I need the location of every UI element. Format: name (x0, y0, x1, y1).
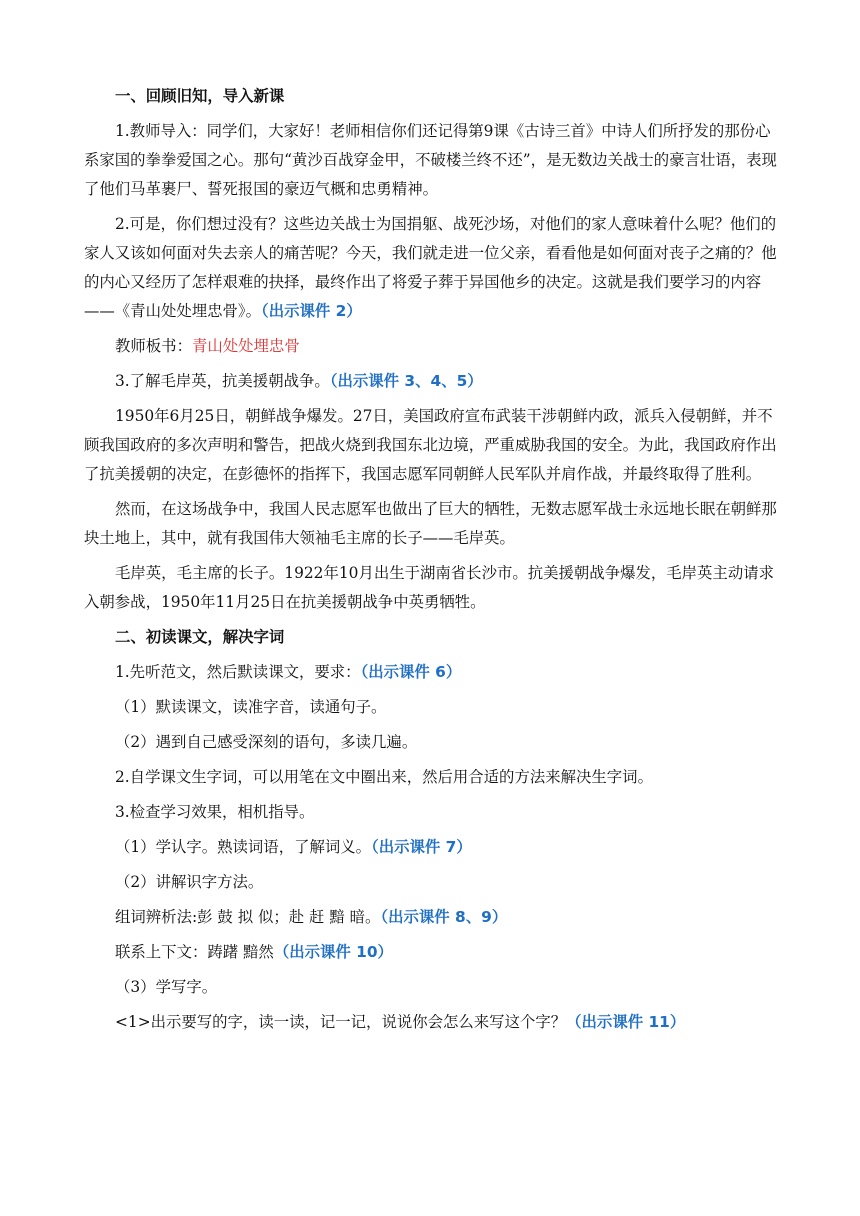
item-read-silently: （1）默读课文，读准字音，读通句子。 (115, 698, 387, 716)
item-methods: （2）讲解识字方法。 (115, 873, 264, 891)
paragraph-sacrifice: 然而，在这场战争中，我国人民志愿军也做出了巨大的牺牲，无数志愿军战士永远地长眠在朝鲜那块土地上，其中，就有我国伟大领袖毛主席的长子——毛岸英。 (84, 500, 777, 547)
paragraph-maoanying: 毛岸英，毛主席的长子。1922年10月出生于湖南省长沙市。抗美援朝战争爆发，毛岸英主动请求入朝参战，1950年11月25日在抗美援朝战争中英勇牺牲。 (84, 564, 774, 611)
item-show-characters-text: <1>出示要写的字，读一读，记一记，说说你会怎么来写这个字？ (115, 1013, 567, 1031)
item-reread: （2）遇到自己感受深刻的语句，多读几遍。 (115, 733, 418, 751)
item-check: 3.检查学习效果，相机指导。 (115, 803, 315, 821)
item-word-analysis-text: 组词辨析法:彭 鼓 拟 似；赴 赶 黯 暗。 (115, 908, 381, 926)
courseware-cue-3-5: （出示课件 3、4、5） (329, 372, 483, 390)
paragraph-question (84, 210, 784, 326)
courseware-cue-8-9: （出示课件 8、9） (380, 908, 508, 926)
courseware-cue-11: （出示课件 11） (566, 1013, 686, 1031)
lesson-plan-content (84, 82, 784, 1043)
section-heading-reading: 二、初读课文，解决字词 (115, 628, 285, 646)
paragraph-question-text: 2.可是，你们想过没有？这些边关战士为国捐躯、战死沙场，对他们的家人意味着什么呢？他们的家人又该如何面对失去亲人的痛苦呢？今天，我们就走进一位父亲，看看他是如何面对丧子之痛的？他的内心又经历了怎样艰难的抉择，最终作出了将爱子葬于异国他乡的决定。这就是我们要学习的内容——《青山处处埋忠骨》。 (84, 215, 777, 320)
blackboard-line (84, 332, 784, 361)
paragraph-history: 1950年6月25日，朝鲜战争爆发。27日，美国政府宣布武装干涉朝鲜内政，派兵入侵朝鲜，并不顾我国政府的多次声明和警告，把战火烧到我国东北边境，严重威胁我国的安全。为此，我国政府作出了抗美援朝的决定，在彭德怀的指挥下，我国志愿军同朝鲜人民军队并肩作战，并最终取得了胜利。 (84, 407, 777, 483)
item-writing: （3）学写字。 (115, 978, 218, 996)
item-context-text: 联系上下文：踌躇 黯然 (115, 943, 274, 961)
blackboard-label: 教师板书： (115, 337, 192, 355)
blackboard-title: 青山处处埋忠骨 (191, 337, 300, 355)
item-word-analysis (84, 903, 784, 932)
item-self-study: 2.自学课文生字词，可以用笔在文中圈出来，然后用合适的方法来解决生字词。 (115, 768, 653, 786)
item-recognize-text: （1）学认字。熟读词语，了解词义。 (115, 838, 372, 856)
paragraph-understand (84, 367, 784, 396)
courseware-cue-6: （出示课件 6） (360, 663, 462, 681)
item-listen-text: 1.先听范文，然后默读课文，要求： (115, 663, 361, 681)
paragraph-teacher-intro: 1.教师导入：同学们，大家好！老师相信你们还记得第9课《古诗三首》中诗人们所抒发的那份心系家国的拳拳爱国之心。那句“黄沙百战穿金甲，不破楼兰终不还”，是无数边关战士的豪言壮语，表现了他们马革裹尸、誓死报国的豪迈气概和忠勇精神。 (84, 122, 777, 198)
item-listen (84, 658, 784, 687)
item-recognize (84, 833, 784, 862)
item-context (84, 938, 784, 967)
courseware-cue-2: （出示课件 2） (261, 302, 362, 320)
courseware-cue-10: （出示课件 10） (273, 943, 393, 961)
section-heading-review: 一、回顾旧知，导入新课 (115, 87, 285, 105)
courseware-cue-7: （出示课件 7） (371, 838, 472, 856)
paragraph-understand-text: 3.了解毛岸英，抗美援朝战争。 (115, 372, 330, 390)
item-show-characters (84, 1008, 784, 1037)
